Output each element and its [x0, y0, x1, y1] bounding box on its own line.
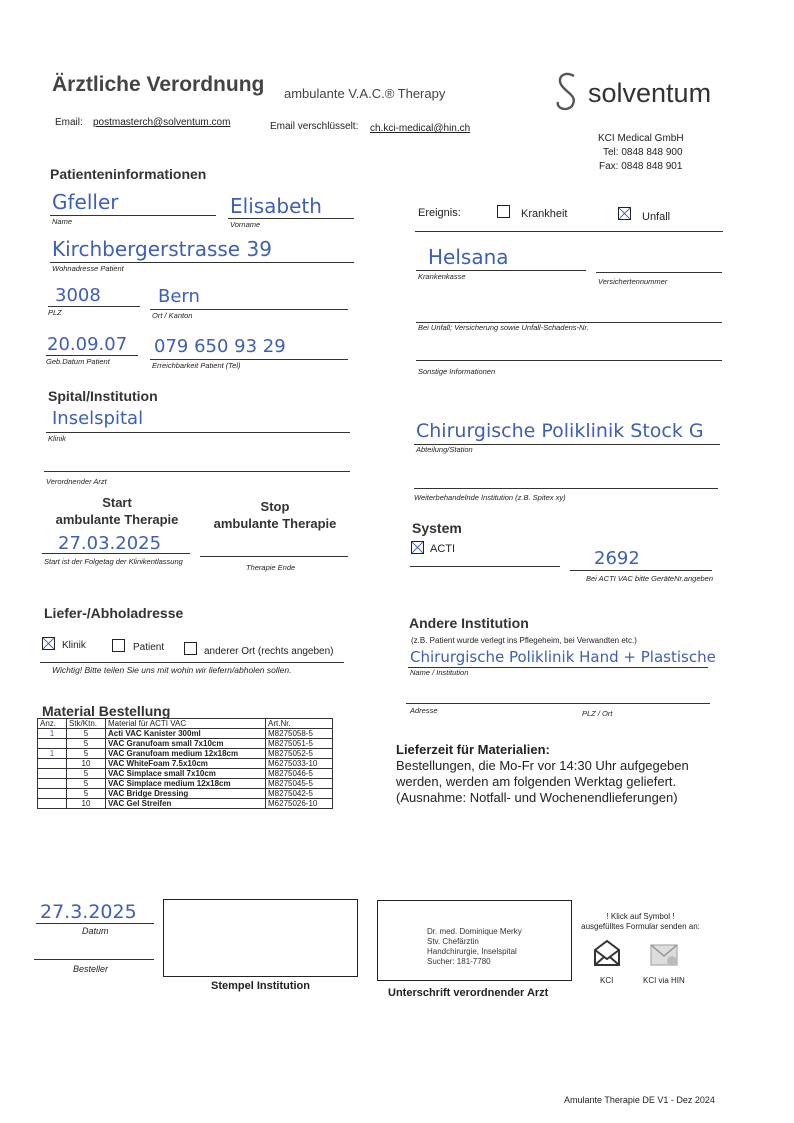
liefer-heading: Liefer-/Abholadresse	[44, 605, 184, 621]
version-footer: Amulante Therapie DE V1 - Dez 2024	[564, 1095, 715, 1105]
material-artnr-cell: M8275058-5	[266, 729, 333, 739]
material-anz-cell[interactable]	[38, 789, 67, 799]
material-table	[37, 718, 333, 809]
material-stk-cell: 5	[67, 739, 106, 749]
datum-line	[36, 923, 154, 924]
besteller-label: Besteller	[73, 964, 109, 974]
end-date-label: Therapie Ende	[246, 563, 296, 572]
lieferzeit-heading: Lieferzeit für Materialien:	[396, 742, 550, 757]
table-row	[38, 749, 333, 759]
email-link[interactable]: postmasterch@solventum.com	[93, 117, 231, 128]
versicherten-label: Versichertennummer	[598, 277, 668, 286]
geraete-nr-value[interactable]: 2692	[594, 548, 640, 569]
start-date-line	[42, 553, 190, 554]
material-name-cell: VAC Simplace small 7x10cm	[106, 769, 266, 779]
material-stk-cell: 5	[67, 729, 106, 739]
patient-tel-value[interactable]: 079 650 93 29	[154, 336, 286, 357]
material-stk-cell: 5	[67, 749, 106, 759]
system-heading: System	[412, 520, 462, 536]
klinik-line	[46, 432, 350, 433]
versicherten-line[interactable]	[596, 272, 722, 273]
start-heading	[47, 494, 187, 528]
patient-name-value[interactable]: Gfeller	[52, 190, 119, 214]
patient-plz-label: PLZ	[48, 308, 62, 317]
datum-value[interactable]: 27.3.2025	[40, 901, 137, 923]
andere-adresse-line[interactable]	[406, 703, 710, 704]
patient-heading: Patienteninformationen	[50, 166, 207, 182]
material-anz-cell[interactable]: 1	[38, 749, 67, 759]
start-date-value[interactable]: 27.03.2025	[58, 533, 162, 554]
abteilung-value[interactable]: Chirurgische Poliklinik Stock G	[416, 420, 704, 442]
material-artnr-cell: M8275045-5	[266, 779, 333, 789]
patient-adresse-label: Wohnadresse Patient	[52, 264, 124, 273]
table-row	[38, 779, 333, 789]
end-date-line[interactable]	[200, 556, 348, 557]
material-body	[38, 729, 333, 809]
material-anz-cell[interactable]: 1	[38, 729, 67, 739]
besteller-line[interactable]	[34, 959, 154, 960]
patient-adresse-value[interactable]: Kirchbergerstrasse 39	[52, 237, 272, 261]
material-name-cell: VAC Granufoam small 7x10cm	[106, 739, 266, 749]
col-artnr: Art.Nr.	[266, 719, 333, 729]
material-anz-cell[interactable]	[38, 759, 67, 769]
patient-ort-value[interactable]: Bern	[158, 286, 200, 307]
klinik-label: Klinik	[48, 434, 66, 443]
material-stk-cell: 5	[67, 769, 106, 779]
stempel-box[interactable]	[163, 899, 358, 977]
unterschrift-label: Unterschrift verordnender Arzt	[388, 987, 549, 999]
acti-label: ACTI	[430, 543, 456, 555]
start-heading-1: Start	[102, 495, 132, 510]
klick-line-1: ! Klick auf Symbol !	[606, 912, 675, 921]
kci-label: KCI	[600, 976, 614, 985]
patient-vorname-line	[228, 218, 354, 219]
lieferzeit-line-3: (Ausnahme: Notfall- und Wochenendlieferungen)	[396, 790, 678, 805]
stamp-line-4: Sucher: 181-7780	[427, 957, 491, 966]
material-anz-cell[interactable]	[38, 799, 67, 809]
col-anz: Anz.	[38, 719, 67, 729]
patient-geb-line	[46, 355, 138, 356]
company-name: KCI Medical GmbH	[598, 133, 684, 144]
material-name-cell: VAC Gel Streifen	[106, 799, 266, 809]
table-row	[38, 729, 333, 739]
email-encrypted-link[interactable]: ch.kci-medical@hin.ch	[370, 123, 471, 134]
material-table-wrap	[37, 718, 333, 809]
form-title: Ärztliche Verordnung	[52, 73, 265, 96]
abteilung-label: Abteilung/Station	[416, 445, 473, 454]
klick-line-2: ausgefülltes Formular senden an:	[581, 922, 700, 931]
hin-envelope-icon	[650, 942, 678, 968]
krankheit-checkbox[interactable]	[497, 205, 510, 218]
stamp-line-1: Dr. med. Dominique Merky	[427, 927, 522, 936]
stempel-label: Stempel Institution	[211, 980, 310, 992]
andere-heading: Andere Institution	[409, 615, 529, 631]
patient-adresse-line	[50, 262, 354, 263]
email-encrypted-label: Email verschlüsselt:	[270, 121, 359, 132]
material-name-cell: Acti VAC Kanister 300ml	[106, 729, 266, 739]
material-anz-cell[interactable]	[38, 769, 67, 779]
spital-heading: Spital/Institution	[48, 388, 158, 404]
liefer-klinik-label: Klinik	[62, 640, 86, 651]
material-artnr-cell: M6275026-10	[266, 799, 333, 809]
material-artnr-cell: M8275051-5	[266, 739, 333, 749]
patient-tel-line	[150, 359, 348, 360]
weiter-line[interactable]	[414, 488, 718, 489]
envelope-icon	[592, 938, 622, 968]
weiter-label: Weiterbehandelnde Institution (z.B. Spitex xy)	[414, 493, 566, 502]
andere-adresse-label: Adresse	[410, 706, 438, 715]
col-material: Material für ACTI VAC	[106, 719, 266, 729]
table-row	[38, 789, 333, 799]
start-heading-2: ambulante Therapie	[55, 512, 179, 527]
patient-ort-label: Ort / Kanton	[152, 311, 193, 320]
andere-sub: (z.B. Patient wurde verlegt ins Pflegeheim, bei Verwandten etc.)	[411, 636, 637, 645]
material-stk-cell: 10	[67, 799, 106, 809]
patient-name-line	[50, 215, 216, 216]
unfall-label: Unfall	[642, 211, 671, 223]
andere-value[interactable]: Chirurgische Poliklinik Hand + Plastische	[410, 648, 716, 666]
krankenkasse-label: Krankenkasse	[418, 272, 466, 281]
material-name-cell: VAC Granufoam medium 12x18cm	[106, 749, 266, 759]
lieferzeit-line-2: werden, werden am folgenden Werktag geliefert.	[396, 774, 677, 789]
start-date-label: Start ist der Folgetag der Klinikentlassung	[44, 557, 183, 566]
patient-plz-line	[48, 306, 140, 307]
sonstige-label: Sonstige Informationen	[418, 367, 496, 376]
material-anz-cell[interactable]	[38, 779, 67, 789]
klinik-value[interactable]: Inselspital	[52, 408, 144, 429]
material-stk-cell: 10	[67, 759, 106, 769]
patient-tel-label: Erreichbarkeit Patient (Tel)	[152, 361, 241, 370]
send-kci-button[interactable]	[592, 938, 622, 968]
arzt-stamp	[427, 927, 522, 967]
stamp-line-2: Stv. Chefärztin	[427, 937, 479, 946]
geraete-nr-label: Bei ACTI VAC bitte GeräteNr.angeben	[586, 574, 714, 583]
material-stk-cell: 5	[67, 789, 106, 799]
stop-heading-1: Stop	[260, 499, 290, 514]
kci-hin-label: KCI via HIN	[643, 976, 685, 985]
liefer-anderer-checkbox[interactable]	[184, 642, 197, 655]
patient-geb-value[interactable]: 20.09.07	[47, 334, 128, 355]
solventum-logo-icon	[552, 70, 582, 112]
arzt-label: Verordnender Arzt	[46, 477, 107, 486]
patient-vorname-value[interactable]: Elisabeth	[230, 194, 322, 218]
krankenkasse-line	[416, 270, 586, 271]
material-name-cell: VAC WhiteFoam 7.5x10cm	[106, 759, 266, 769]
unfall-versicherung-label: Bei Unfall; Versicherung sowie Unfall-Schadens-Nr.	[418, 323, 589, 332]
material-artnr-cell: M6275033-10	[266, 759, 333, 769]
patient-geb-label: Geb.Datum Patient	[46, 357, 110, 366]
liefer-klinik-checkbox[interactable]	[42, 637, 55, 650]
datum-label: Datum	[82, 926, 109, 936]
arzt-line[interactable]	[44, 471, 350, 472]
unfall-checkbox[interactable]	[618, 207, 631, 220]
patient-vorname-label: Vorname	[230, 220, 261, 229]
liefer-hint: Wichtig! Bitte teilen Sie uns mit wohin wir liefern/abholen sollen.	[52, 665, 292, 675]
company-fax: Fax: 0848 848 901	[599, 161, 683, 172]
material-heading: Material Bestellung	[42, 703, 171, 719]
krankenkasse-value[interactable]: Helsana	[428, 245, 509, 269]
material-stk-cell: 5	[67, 779, 106, 789]
ereignis-label: Ereignis:	[418, 207, 461, 219]
material-header-row	[38, 719, 333, 729]
liefer-patient-label: Patient	[133, 642, 165, 653]
material-artnr-cell: M8275052-5	[266, 749, 333, 759]
klick-hint	[578, 912, 703, 932]
patient-ort-line	[150, 309, 348, 310]
material-artnr-cell: M8275046-5	[266, 769, 333, 779]
send-kci-hin-button[interactable]	[650, 942, 678, 968]
acti-checkbox[interactable]	[411, 541, 424, 554]
patient-plz-value[interactable]: 3008	[55, 285, 101, 306]
lieferzeit-text	[396, 758, 689, 806]
geraete-nr-line	[570, 570, 712, 571]
stop-heading-2: ambulante Therapie	[213, 516, 337, 531]
lieferzeit-line-1: Bestellungen, die Mo-Fr vor 14:30 Uhr aufgegeben	[396, 758, 689, 773]
stamp-line-3: Handchirurgie, Inselspital	[427, 947, 517, 956]
email-label: Email:	[55, 117, 83, 128]
material-name-cell: VAC Simplace medium 12x18cm	[106, 779, 266, 789]
table-row	[38, 799, 333, 809]
liefer-line	[40, 662, 344, 663]
sonstige-line[interactable]	[416, 360, 722, 361]
col-stk: Stk/Ktn.	[67, 719, 106, 729]
table-row	[38, 769, 333, 779]
form-subtitle: ambulante V.A.C.® Therapy	[284, 86, 446, 101]
material-anz-cell[interactable]	[38, 739, 67, 749]
table-row	[38, 739, 333, 749]
ereignis-line	[415, 231, 723, 232]
table-row	[38, 759, 333, 769]
liefer-anderer-label: anderer Ort (rechts angeben)	[204, 646, 334, 657]
andere-name-label: Name / Institution	[410, 668, 469, 677]
acti-line	[410, 566, 560, 567]
material-artnr-cell: M8275042-5	[266, 789, 333, 799]
liefer-patient-checkbox[interactable]	[112, 639, 125, 652]
solventum-logo	[552, 70, 582, 112]
material-name-cell: VAC Bridge Dressing	[106, 789, 266, 799]
company-tel: Tel: 0848 848 900	[603, 147, 683, 158]
brand-name: solventum	[588, 78, 712, 108]
krankheit-label: Krankheit	[521, 208, 568, 220]
andere-plz-label: PLZ / Ort	[582, 709, 613, 718]
patient-name-label: Name	[52, 217, 73, 226]
stop-heading	[204, 498, 346, 532]
